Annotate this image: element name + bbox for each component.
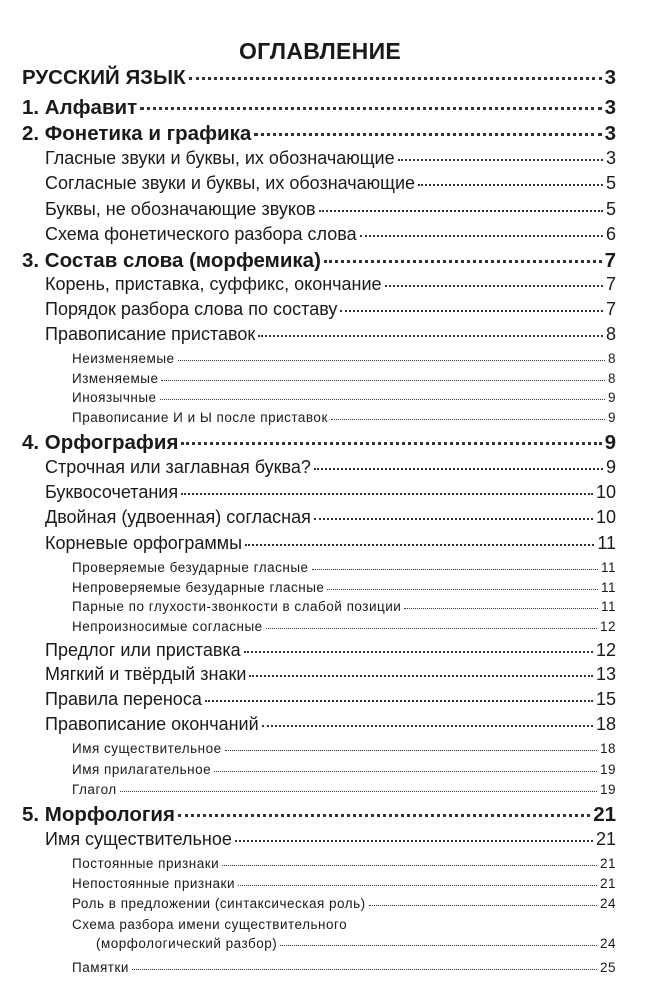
toc-subentry <box>72 856 616 871</box>
dot-leader <box>340 310 603 312</box>
toc-entry-page: 7 <box>605 274 616 294</box>
toc-entry-label: Парные по глухости-звонкости в слабой позиции <box>72 599 402 614</box>
dot-leader <box>360 235 603 237</box>
toc-entry-label: 5. Морфология <box>22 803 175 826</box>
toc-subentry <box>72 560 616 575</box>
toc-entry-label: Правописание окончаний <box>45 714 259 734</box>
toc-entry-page: 11 <box>600 560 616 575</box>
dot-leader <box>235 840 593 842</box>
dot-leader <box>120 791 597 792</box>
toc-subentry <box>72 782 616 797</box>
dot-leader <box>178 360 605 361</box>
toc-entry-label: Согласные звуки и буквы, их обозначающие <box>45 173 416 193</box>
toc-entry-page: 13 <box>595 664 616 684</box>
dot-leader <box>369 905 597 906</box>
dot-leader <box>178 814 590 817</box>
toc-entry-label: Правописание приставок <box>45 324 256 344</box>
toc-entry <box>45 148 616 169</box>
toc-entry <box>45 457 616 478</box>
toc-entry-label: Двойная (удвоенная) согласная <box>45 507 311 527</box>
toc-entry-page: 21 <box>595 829 616 849</box>
toc-entry-label: Имя существительное <box>72 741 222 756</box>
dot-leader <box>181 442 601 445</box>
toc-subentry <box>72 896 616 911</box>
toc-entry-label: Проверяемые безударные гласные <box>72 560 309 575</box>
toc-entry-russian-language <box>22 66 616 90</box>
toc-entry <box>45 533 616 554</box>
toc-subentry <box>72 619 616 634</box>
toc-entry-label: Корень, приставка, суффикс, окончание <box>45 274 382 294</box>
toc-entry-page: 11 <box>600 580 616 595</box>
toc-entry-label: Порядок разбора слова по составу <box>45 299 338 319</box>
toc-entry <box>45 299 616 320</box>
dot-leader <box>258 335 603 337</box>
toc-entry-page: 9 <box>605 457 616 477</box>
toc-entry-page: 8 <box>607 351 616 366</box>
toc-entry-morphemics <box>22 249 616 273</box>
toc-entry <box>45 199 616 220</box>
dot-leader <box>238 885 597 886</box>
toc-entry-label: 1. Алфавит <box>22 96 138 119</box>
dot-leader <box>244 651 593 653</box>
toc-entry-label-continuation: (морфологический разбор) <box>96 936 278 951</box>
toc-subentry <box>72 390 616 405</box>
toc-entry-page: 5 <box>605 199 616 219</box>
toc-entry-page: 18 <box>599 741 616 756</box>
toc-entry-label: Изменяемые <box>72 371 159 386</box>
toc-entry-page: 19 <box>599 782 616 797</box>
toc-entry-page: 7 <box>605 299 616 319</box>
toc-entry-label: Буквы, не обозначающие звуков <box>45 199 316 219</box>
toc-entry-page: 15 <box>595 689 616 709</box>
toc-entry-label: Глагол <box>72 782 117 797</box>
toc-entry <box>45 274 616 295</box>
dot-leader <box>189 77 602 80</box>
toc-entry-page: 3 <box>604 96 616 119</box>
toc-subentry <box>72 410 616 425</box>
toc-entry <box>45 224 616 245</box>
dot-leader <box>214 771 597 772</box>
toc-entry-label: Непроверяемые безударные гласные <box>72 580 325 595</box>
dot-leader <box>245 544 594 546</box>
toc-entry-page: 9 <box>607 410 616 425</box>
toc-entry <box>45 829 616 850</box>
dot-leader <box>280 945 597 946</box>
toc-entry-page: 19 <box>599 762 616 777</box>
toc-subentry-line1 <box>72 917 616 937</box>
toc-subentry <box>72 371 616 386</box>
toc-entry-label: Буквосочетания <box>45 482 179 502</box>
toc-entry-page: 7 <box>604 249 616 272</box>
dot-leader <box>181 493 593 495</box>
dot-leader <box>140 107 601 110</box>
dot-leader <box>262 725 593 727</box>
toc-entry-page: 10 <box>595 507 616 527</box>
toc-entry-page: 11 <box>597 533 616 553</box>
dot-leader <box>404 608 598 609</box>
toc-entry-label: Имя прилагательное <box>72 762 212 777</box>
toc-entry-page: 10 <box>595 482 616 502</box>
dot-leader <box>266 628 597 629</box>
toc-entry-page: 21 <box>599 876 616 891</box>
toc-entry-label: 2. Фонетика и графика <box>22 122 252 145</box>
toc-subentry <box>72 351 616 366</box>
dot-leader <box>254 133 601 136</box>
dot-leader <box>324 260 602 263</box>
toc-subentry-line2 <box>96 936 616 951</box>
toc-entry-page: 24 <box>599 936 616 951</box>
toc-entry-label: Строчная или заглавная буква? <box>45 457 311 477</box>
toc-entry-label: Имя существительное <box>45 829 232 849</box>
toc-subentry <box>72 762 616 777</box>
toc-entry <box>45 482 616 503</box>
toc-entry-alphabet <box>22 96 616 120</box>
toc-entry-label: Корневые орфограммы <box>45 533 243 553</box>
dot-leader <box>161 380 605 381</box>
toc-entry-label: Схема разбора имени существительного <box>72 917 348 932</box>
toc-entry-label: Неизменяемые <box>72 351 175 366</box>
toc-entry-page: 11 <box>600 599 616 614</box>
toc-entry-page: 9 <box>604 431 616 454</box>
toc-entry-label: Непроизносимые согласные <box>72 619 263 634</box>
dot-leader <box>385 285 603 287</box>
toc-entry-label: Постоянные признаки <box>72 856 220 871</box>
toc-entry <box>45 664 616 685</box>
toc-entry-page: 5 <box>605 173 616 193</box>
dot-leader <box>314 518 593 520</box>
dot-leader <box>314 468 603 470</box>
toc-entry-page: 6 <box>605 224 616 244</box>
toc-entry-label: Роль в предложении (синтаксическая роль) <box>72 896 366 911</box>
toc-entry-page: 12 <box>595 640 616 660</box>
toc-entry-page: 8 <box>607 371 616 386</box>
toc-entry-label: Гласные звуки и буквы, их обозначающие <box>45 148 395 168</box>
dot-leader <box>132 969 597 970</box>
toc-entry-label: 3. Состав слова (морфемика) <box>22 249 321 272</box>
dot-leader <box>249 675 593 677</box>
toc-entry-phonetics <box>22 122 616 146</box>
dot-leader <box>205 700 593 702</box>
dot-leader <box>319 210 603 212</box>
toc-entry-page: 8 <box>605 324 616 344</box>
toc-subentry <box>72 960 616 975</box>
toc-subentry <box>72 741 616 756</box>
toc-subentry <box>72 599 616 614</box>
page-title: ОГЛАВЛЕНИЕ <box>238 38 402 64</box>
toc-entry-page: 21 <box>599 856 616 871</box>
toc-entry-label: Правописание И и Ы после приставок <box>72 410 328 425</box>
dot-leader <box>331 419 605 420</box>
toc-entry <box>45 689 616 710</box>
toc-entry-page: 21 <box>593 803 616 826</box>
toc-entry <box>45 173 616 194</box>
toc-entry-orthography <box>22 431 616 455</box>
toc-entry <box>45 507 616 528</box>
toc-entry <box>45 714 616 735</box>
dot-leader <box>327 589 598 590</box>
dot-leader <box>222 865 597 866</box>
toc-entry-label: Непостоянные признаки <box>72 876 236 891</box>
toc-entry-label: 4. Орфография <box>22 431 179 454</box>
dot-leader <box>398 159 603 161</box>
dot-leader <box>312 569 598 570</box>
toc-entry-label: Схема фонетического разбора слова <box>45 224 357 244</box>
toc-subentry <box>72 580 616 595</box>
toc-entry-page: 24 <box>599 896 616 911</box>
toc-entry-label: РУССКИЙ ЯЗЫК <box>22 66 186 89</box>
toc-entry-page: 25 <box>599 960 616 975</box>
toc-entry-label: Памятки <box>72 960 129 975</box>
toc-entry-label: Иноязычные <box>72 390 157 405</box>
toc-entry-page: 3 <box>604 66 616 89</box>
toc-entry-morphology <box>22 803 616 827</box>
toc-entry <box>45 324 616 345</box>
dot-leader <box>418 184 603 186</box>
dot-leader <box>225 750 597 751</box>
toc-entry-page: 3 <box>605 148 616 168</box>
toc-entry-label: Мягкий и твёрдый знаки <box>45 664 247 684</box>
toc-subentry <box>72 876 616 891</box>
toc-entry-label: Предлог или приставка <box>45 640 241 660</box>
toc-entry-page: 18 <box>595 714 616 734</box>
dot-leader <box>160 399 605 400</box>
toc-entry <box>45 640 616 661</box>
toc-entry-page: 9 <box>607 390 616 405</box>
toc-entry-page: 3 <box>604 122 616 145</box>
toc-entry-page: 12 <box>599 619 616 634</box>
toc-entry-label: Правила переноса <box>45 689 202 709</box>
